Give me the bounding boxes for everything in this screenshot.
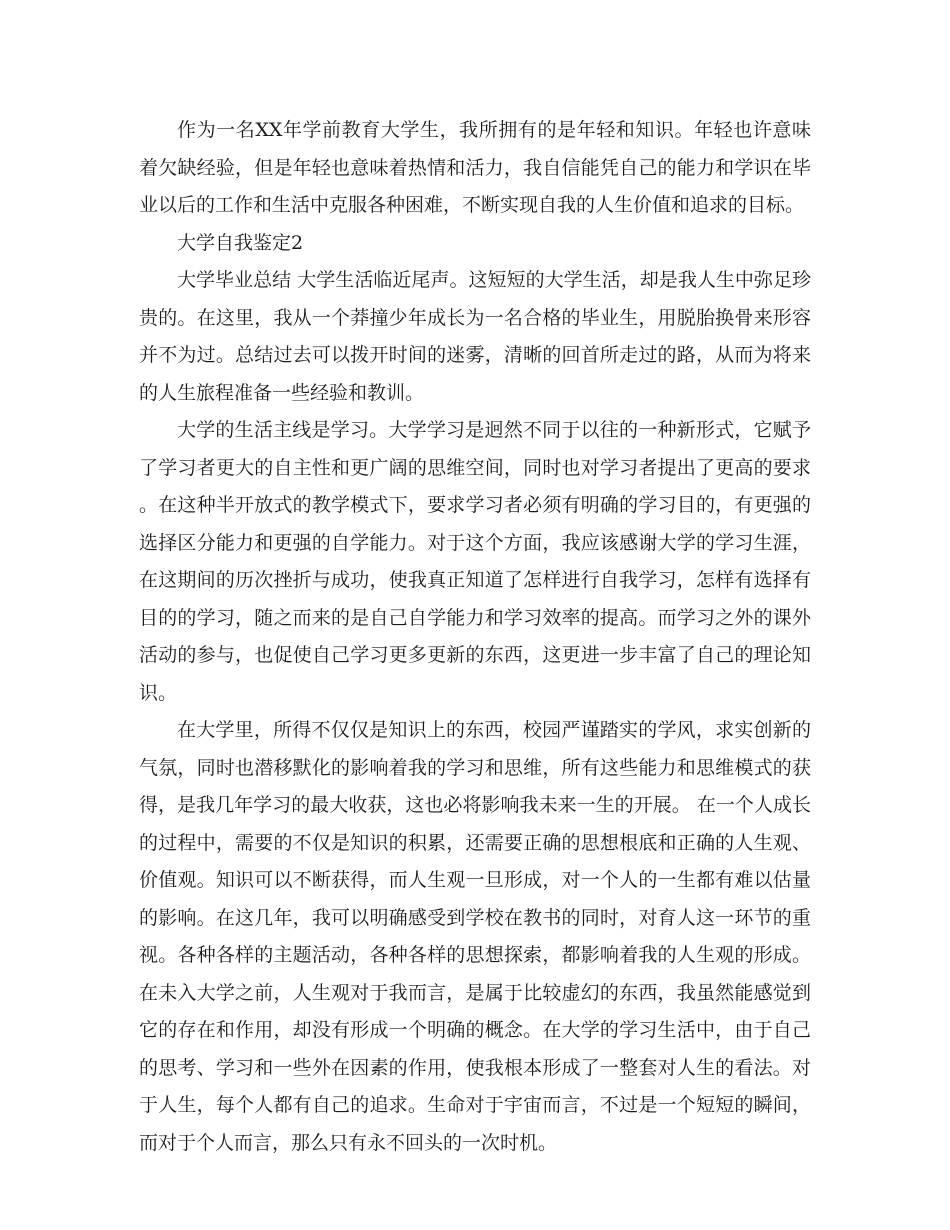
section-heading: 大学自我鉴定2 (177, 231, 304, 254)
paragraph-intro: 作为一名XX年学前教育大学生，我所拥有的是年轻和知识。年轻也许意味着欠缺经验，但是年轻也意味着热情和活力，我自信能凭自己的能力和学识在毕业以后的工作和生活中克服各种困难，不断实现自我的人生价值和追求的目标。 (139, 119, 811, 216)
paragraph-graduation-summary: 大学毕业总结 大学生活临近尾声。这短短的大学生活，却是我人生中弥足珍贵的。在这里，我从一个莽撞少年成长为一名合格的毕业生，用脱胎换骨来形容并不为过。总结过去可以拨开时间的迷雾，清晰的回首所走过的路，从而为将来的人生旅程准备一些经验和教训。 (139, 269, 811, 404)
document-body (139, 112, 811, 1162)
paragraph-study: 大学的生活主线是学习。大学学习是迥然不同于以往的一种新形式，它赋予了学习者更大的自主性和更广阔的思维空间，同时也对学习者提出了更高的要求。在这种半开放式的教学模式下，要求学习者必须有明确的学习目的，有更强的选择区分能力和更强的自学能力。对于这个方面，我应该感谢大学的学习生涯，在这期间的历次挫折与成功，使我真正知道了怎样进行自我学习，怎样有选择有目的的学习，随之而来的是自己自学能力和学习效率的提高。而学习之外的课外活动的参与，也促使自己学习更多更新的东西，这更进一步丰富了自己的理论知识。 (139, 419, 811, 704)
paragraph-outlook: 在大学里，所得不仅仅是知识上的东西，校园严谨踏实的学风，求实创新的气氛，同时也潜移默化的影响着我的学习和思维，所有这些能力和思维模式的获得，是我几年学习的最大收获，这也必将影响我未来一生的开展。 在一个人成长的过程中，需要的不仅是知识的积累，还需要正确的思想根底和正确的人生观、价值观。知识可以不断获得，而人生观一旦形成，对一个人的一生都有难以估量的影响。在这几年，我可以明确感受到学校在教书的同时，对育人这一环节的重视。各种各样的主题活动，各种各样的思想探索，都影响着我的人生观的形成。在未入大学之前，人生观对于我而言，是属于比较虚幻的东西，我虽然能感觉到它的存在和作用，却没有形成一个明确的概念。在大学的学习生活中，由于自己的思考、学习和一些外在因素的作用，使我根本形成了一整套对人生的看法。对于人生，每个人都有自己的追求。生命对于宇宙而言，不过是一个短短的瞬间，而对于个人而言，那么只有永不回头的一次时机。 (139, 719, 811, 1154)
